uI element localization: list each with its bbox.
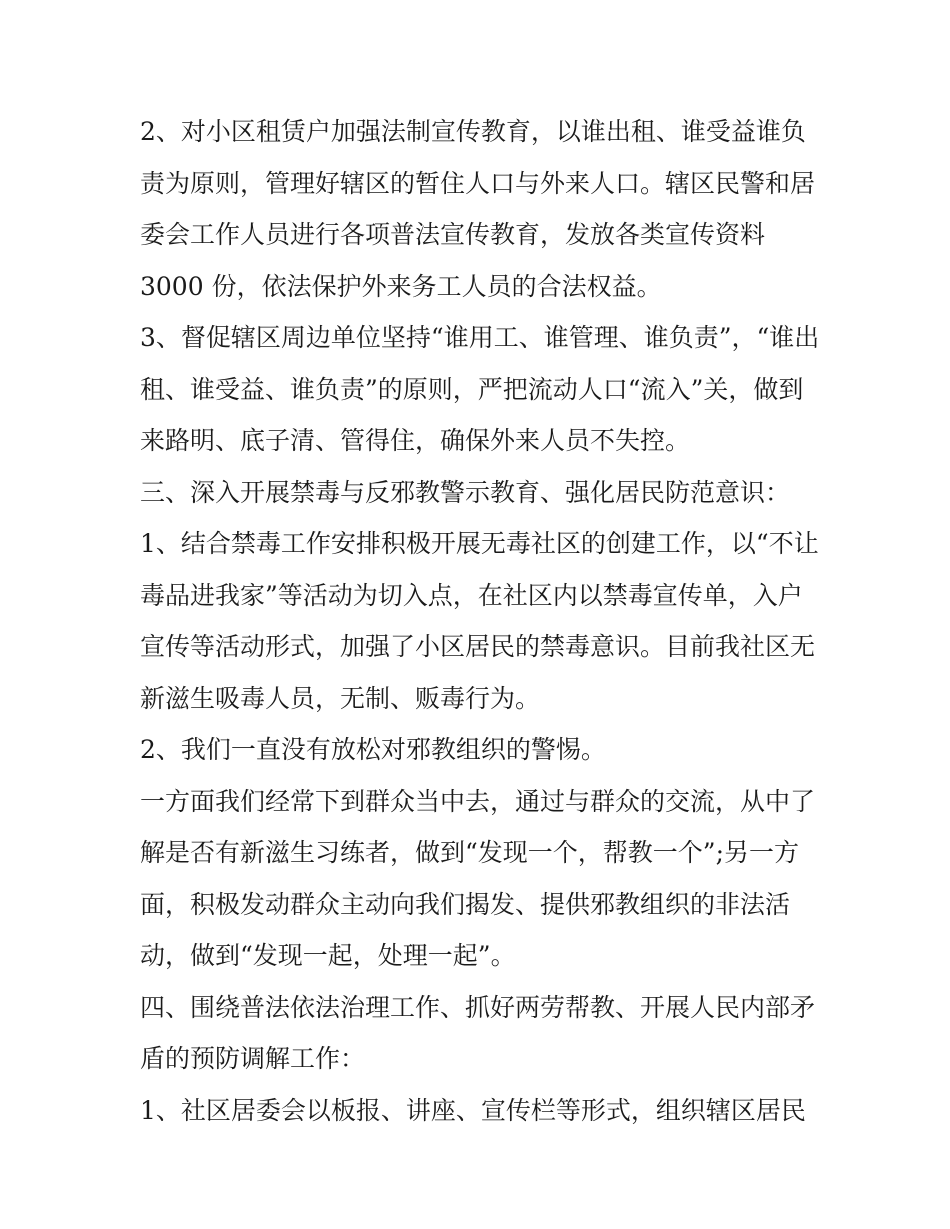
text-line: 委会工作人员进行各项普法宣传教育，发放各类宣传资料	[140, 220, 766, 249]
text-line: 来路明、底子清、管得住，确保外来人员不失控。	[140, 426, 691, 455]
text-line: 1、结合禁毒工作安排积极开展无毒社区的创建工作，以“不让	[140, 529, 819, 558]
text-line: 面，积极发动群众主动向我们揭发、提供邪教组织的非法活	[140, 889, 791, 919]
text-line: 动，做到“发现一起，处理一起”。	[140, 941, 516, 970]
text-line: 宣传等活动形式，加强了小区居民的禁毒意识。目前我社区无	[140, 632, 816, 661]
text-line: 一方面我们经常下到群众当中去，通过与群众的交流，从中了	[140, 786, 816, 816]
text-line: 租、谁受益、谁负责”的原则，严把流动人口“流入”关，做到	[140, 374, 804, 404]
text-line: 新滋生吸毒人员，无制、贩毒行为。	[140, 683, 541, 713]
text-line: 1、社区居委会以板报、讲座、宣传栏等形式，组织辖区居民	[140, 1095, 806, 1125]
section-heading: 四、围绕普法依法治理工作、抓好两劳帮教、开展人民内部矛	[140, 992, 816, 1022]
section-heading: 三、深入开展禁毒与反邪教警示教育、强化居民防范意识：	[140, 477, 791, 507]
text-line: 3、督促辖区周边单位坚持“谁用工、谁管理、谁负责”，“谁出	[140, 323, 820, 352]
document-body	[140, 106, 830, 1136]
text-line: 解是否有新滋生习练者，做到“发现一个，帮教一个”;另一方	[140, 838, 799, 867]
text-line: 2、我们一直没有放松对邪教组织的警惕。	[140, 735, 606, 764]
text-line: 毒品进我家”等活动为切入点，在社区内以禁毒宣传单，入户	[140, 580, 803, 610]
section-heading-continued: 盾的预防调解工作：	[140, 1044, 366, 1073]
text-line: 责为原则，管理好辖区的暂住人口与外来人口。辖区民警和居	[140, 168, 816, 198]
text-line: 2、对小区租赁户加强法制宣传教育，以谁出租、谁受益谁负	[140, 117, 806, 146]
text-line: 3000 份，依法保护外来务工人员的合法权益。	[140, 271, 662, 301]
